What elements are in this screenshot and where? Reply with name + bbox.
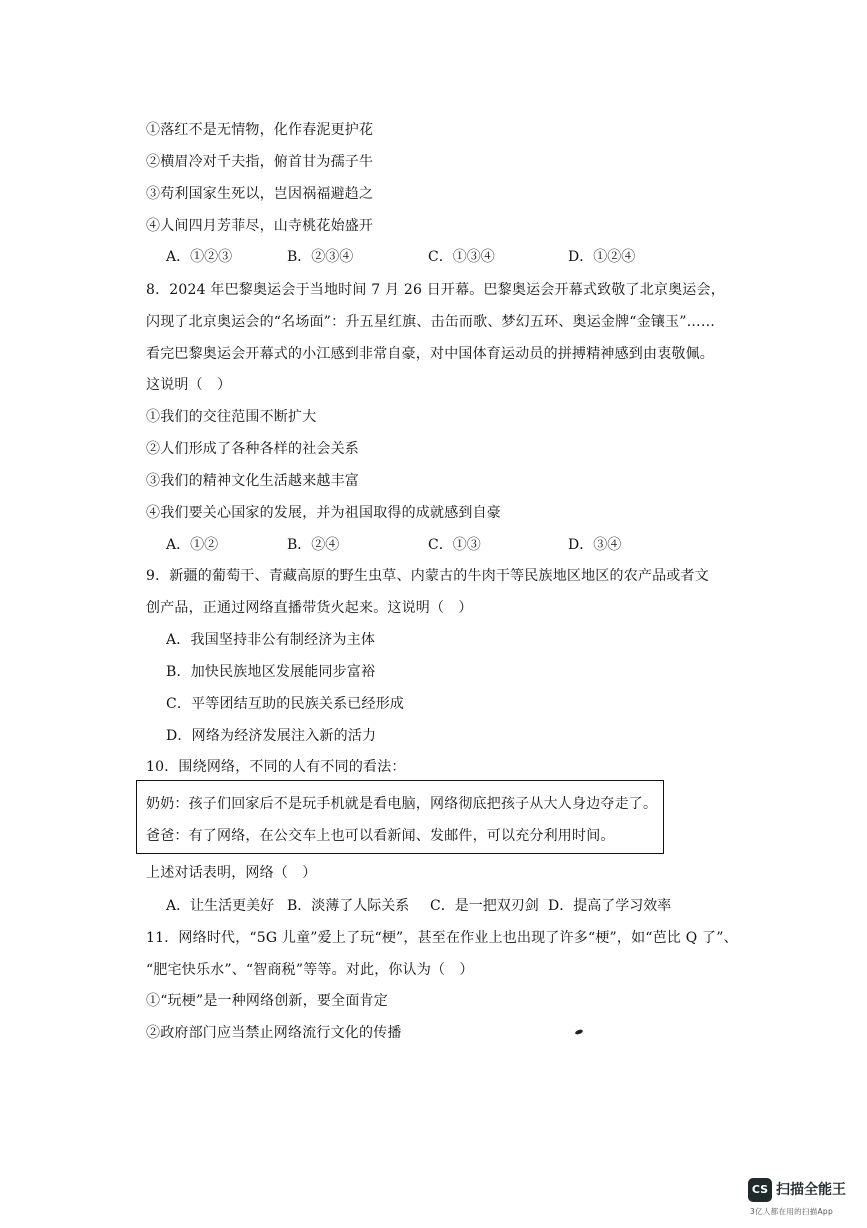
q8-stem-line-2: 闪现了北京奥运会的“名场面”：升五星红旗、击缶而歌、梦幻五环、奥运金牌“金镶玉”…… <box>146 314 716 330</box>
ink-smudge <box>575 1029 584 1035</box>
q9-option-c: C．平等团结互助的民族关系已经形成 <box>166 696 405 712</box>
q10-dialog-dad: 爸爸：有了网络，在公交车上也可以看新闻、发邮件，可以充分利用时间。 <box>146 828 615 844</box>
q9-option-b: B．加快民族地区发展能同步富裕 <box>166 664 376 680</box>
q9-option-a: A．我国坚持非公有制经济为主体 <box>166 632 376 648</box>
q8-item-4: ④我们要关心国家的发展，并为祖国取得的成就感到自豪 <box>146 505 501 521</box>
watermark-subtitle: 3亿人都在用的扫描App <box>750 1207 834 1216</box>
q7-option-a: A．①②③ <box>166 249 233 265</box>
q8-item-3: ③我们的精神文化生活越来越丰富 <box>146 473 359 489</box>
q11-item-1: ①“玩梗”是一种网络创新，要全面肯定 <box>146 993 388 1009</box>
q11-item-2: ②政府部门应当禁止网络流行文化的传播 <box>146 1025 402 1041</box>
q7-item-1: ①落红不是无情物，化作春泥更护花 <box>146 122 374 138</box>
q10-option-b: B．淡薄了人际关系 <box>287 898 410 914</box>
q7-option-c: C．①③④ <box>428 249 495 265</box>
q10-option-a: A．让生活更美好 <box>166 898 275 914</box>
q8-option-b: B．②④ <box>287 537 340 553</box>
q7-option-b: B．②③④ <box>287 249 354 265</box>
q8-item-1: ①我们的交往范围不断扩大 <box>146 409 317 425</box>
q8-option-a: A．①② <box>166 537 219 553</box>
q9-stem-line-1: 9．新疆的葡萄干、青藏高原的野生虫草、内蒙古的牛肉干等民族地区地区的农产品或者文 <box>146 568 709 584</box>
q9-option-d: D．网络为经济发展注入新的活力 <box>166 728 377 744</box>
q8-stem-line-1: 8．2024 年巴黎奥运会于当地时间 7 月 26 日开幕。巴黎奥运会开幕式致敬了北京奥运会， <box>146 282 725 298</box>
q10-dialog-grandma: 奶奶：孩子们回家后不是玩手机就是看电脑，网络彻底把孩子从大人身边夺走了。 <box>146 796 658 812</box>
q7-item-4: ④人间四月芳菲尽，山寺桃花始盛开 <box>146 218 374 234</box>
camscanner-logo-icon: CS <box>748 1178 772 1202</box>
scanner-watermark <box>748 1178 860 1218</box>
q7-item-2: ②横眉冷对千夫指，俯首甘为孺子牛 <box>146 154 374 170</box>
q10-option-c: C．是一把双刃剑 <box>430 898 539 914</box>
q8-stem-line-4: 这说明（ ） <box>146 377 232 393</box>
q8-stem-line-3: 看完巴黎奥运会开幕式的小江感到非常自豪，对中国体育运动员的拼搏精神感到由衷敬佩。 <box>146 346 714 362</box>
q8-option-d: D．③④ <box>568 537 622 553</box>
q8-item-2: ②人们形成了各种各样的社会关系 <box>146 441 359 457</box>
q10-stem: 10．围绕网络，不同的人有不同的看法： <box>146 759 406 775</box>
q8-option-c: C．①③ <box>428 537 481 553</box>
q11-stem-line-2: “肥宅快乐水”、“智商税”等等。对此，你认为（ ） <box>146 962 474 978</box>
q10-question: 上述对话表明，网络（ ） <box>146 865 317 881</box>
q9-stem-line-2: 创产品，正通过网络直播带货火起来。这说明（ ） <box>146 600 473 616</box>
q10-option-d: D．提高了学习效率 <box>548 898 672 914</box>
q11-stem-line-1: 11．网络时代，“5G 儿童”爱上了玩“梗”，甚至在作业上也出现了许多“梗”，如“芭比 Q 了”、 <box>146 930 738 946</box>
q7-option-d: D．①②④ <box>568 249 636 265</box>
watermark-title: 扫描全能王 <box>776 1182 846 1198</box>
q7-item-3: ③苟利国家生死以，岂因祸福避趋之 <box>146 186 374 202</box>
